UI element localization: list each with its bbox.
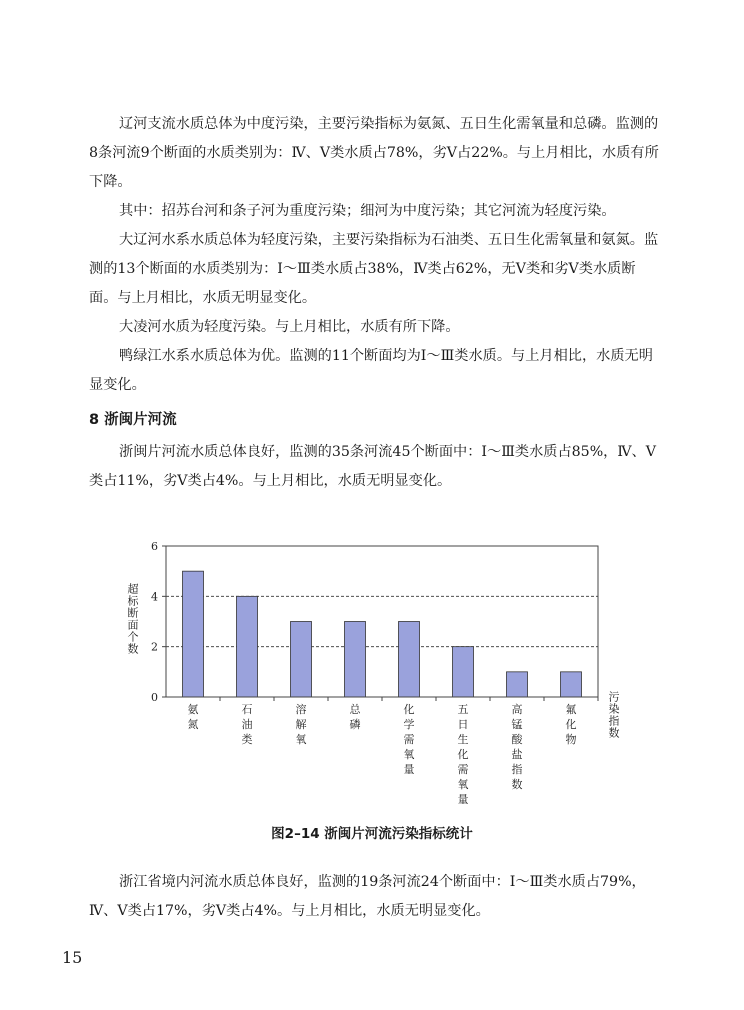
x-tick-label: 化学需氧量 xyxy=(403,703,415,776)
x-axis-labels xyxy=(188,697,599,806)
y-tick-label: 4 xyxy=(151,590,158,604)
bar xyxy=(345,622,366,698)
bar xyxy=(183,571,204,697)
bar xyxy=(399,622,420,698)
y-tick-label: 2 xyxy=(151,640,158,654)
x-tick-label: 溶解氧 xyxy=(295,703,307,746)
x-tick-label: 高锰酸盐指数 xyxy=(511,703,523,791)
bar xyxy=(561,672,582,697)
paragraph-liaohe-tributaries: 辽河支流水质总体为中度污染，主要污染指标为氨氮、五日生化需氧量和总磷。监测的8条河流9个断面的水质类别为：Ⅳ、Ⅴ类水质占78%，劣Ⅴ占22%。与上月相比，水质有所下降。 xyxy=(89,116,659,190)
section-heading: 8 浙闽片河流 xyxy=(89,412,177,428)
x-tick-label: 总磷 xyxy=(349,703,361,731)
paragraph-pollution-detail: 其中：招苏台河和条子河为重度污染；细河为中度污染；其它河流为轻度污染。 xyxy=(119,203,616,219)
bar xyxy=(507,672,528,697)
paragraph-daliaohe: 大辽河水系水质总体为轻度污染，主要污染指标为石油类、五日生化需氧量和氨氮。监测的13个断面的水质类别为：Ⅰ～Ⅲ类水质占38%，Ⅳ类占62%，无Ⅴ类和劣Ⅴ类水质断面。与上月相比，水质无明显变化。 xyxy=(89,232,659,306)
x-tick-label: 氟化物 xyxy=(565,703,577,746)
y-tick-label: 0 xyxy=(151,691,158,704)
bar-chart xyxy=(120,536,640,828)
y-axis-label: 超标断面个数 xyxy=(126,583,139,655)
paragraph-yalujiang: 鸭绿江水系水质总体为优。监测的11个断面均为Ⅰ～Ⅲ类水质。与上月相比，水质无明显变化。 xyxy=(89,348,653,393)
x-tick-label: 氨氮 xyxy=(187,703,199,731)
bar xyxy=(237,596,258,697)
figure-caption: 图2–14 浙闽片河流污染指标统计 xyxy=(271,826,473,842)
page-number: 15 xyxy=(62,948,83,967)
x-tick-label: 石油类 xyxy=(241,703,253,746)
y-tick-label: 6 xyxy=(151,540,158,553)
paragraph-zhejiang: 浙江省境内河流水质总体良好，监测的19条河流24个断面中：Ⅰ～Ⅲ类水质占79%，Ⅳ、Ⅴ类占17%，劣Ⅴ类占4%。与上月相比，水质无明显变化。 xyxy=(89,874,646,919)
paragraph-dalinghe: 大凌河水质为轻度污染。与上月相比，水质有所下降。 xyxy=(119,319,460,335)
x-axis-label: 污染指数 xyxy=(607,691,620,739)
bar xyxy=(453,647,474,697)
bar xyxy=(291,622,312,698)
y-axis-ticks xyxy=(151,540,166,704)
chart-bars xyxy=(183,571,582,697)
paragraph-zhemin-rivers: 浙闽片河流水质总体良好，监测的35条河流45个断面中：Ⅰ～Ⅲ类水质占85%，Ⅳ、Ⅴ类占11%，劣Ⅴ类占4%。与上月相比，水质无明显变化。 xyxy=(89,444,656,489)
x-tick-label: 五日生化需氧量 xyxy=(457,703,469,806)
chart-gridlines xyxy=(166,596,598,646)
plot-frame xyxy=(166,546,598,697)
